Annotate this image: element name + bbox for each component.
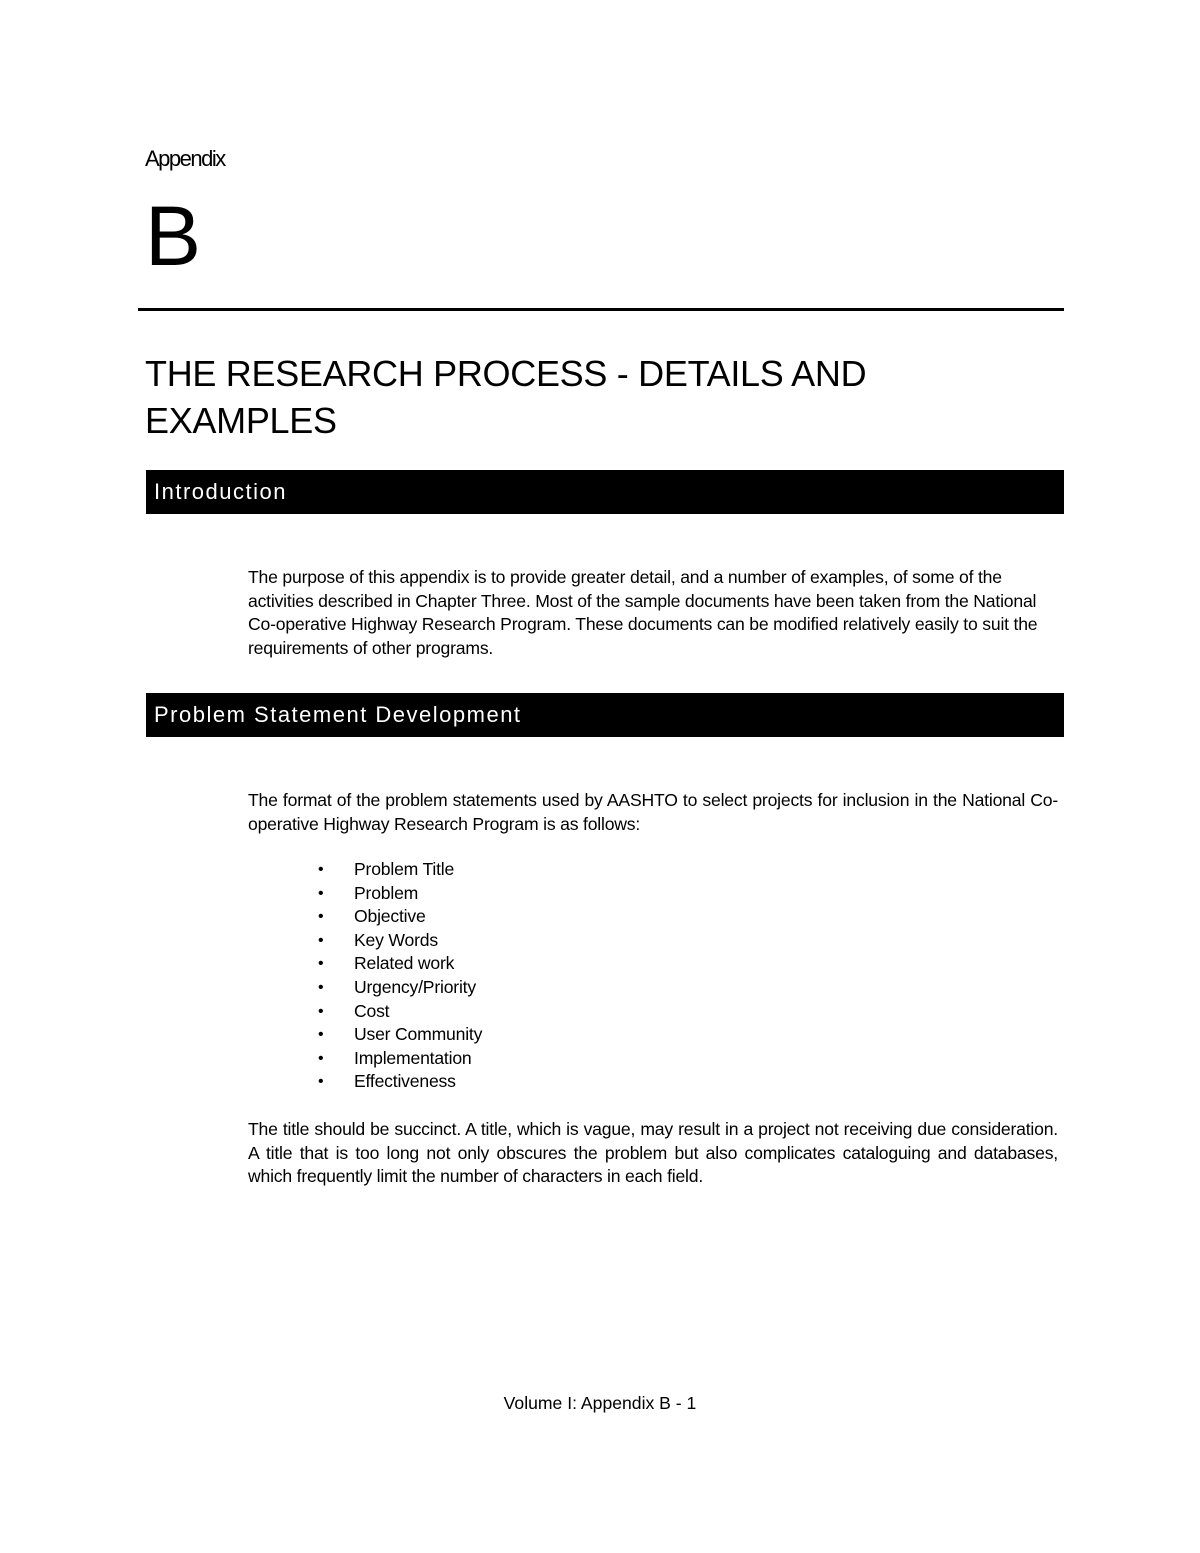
- appendix-letter: B: [145, 189, 202, 283]
- list-item: • User Community: [315, 1023, 482, 1047]
- page-footer: Volume I: Appendix B - 1: [503, 1393, 697, 1413]
- list-item: • Objective: [315, 905, 482, 929]
- list-item: • Related work: [315, 952, 482, 976]
- list-item: • Effectiveness: [315, 1070, 482, 1094]
- list-item: • Cost: [315, 1000, 482, 1024]
- appendix-label: Appendix: [145, 146, 225, 171]
- section-heading-problem-statement: Problem Statement Development: [146, 693, 1064, 737]
- header-rule: [138, 308, 1064, 311]
- page-title: THE RESEARCH PROCESS - DETAILS AND EXAMPLES: [145, 353, 867, 441]
- list-item: • Implementation: [315, 1047, 482, 1071]
- introduction-paragraph: The purpose of this appendix is to provide greater detail, and a number of examples, of some of the activities described in Chapter Three. Most of the sample documents have been taken from the National Co-operative Highway Research Program. These documents can be modified relatively easily to suit the requirements of other programs.: [248, 567, 1038, 658]
- list-item: • Key Words: [315, 929, 482, 953]
- title-guidance-paragraph: The title should be succinct. A title, which is vague, may result in a project not receiving due consideration. A title that is too long not only obscures the problem but also complicates cataloguing and databases, which frequently limit the number of characters in each field.: [248, 1119, 1058, 1187]
- section-heading-introduction: Introduction: [146, 470, 1064, 514]
- problem-format-paragraph: The format of the problem statements used by AASHTO to select projects for inclusion in the National Co-operative Highway Research Program is as follows:: [248, 790, 1058, 834]
- list-item: • Urgency/Priority: [315, 976, 482, 1000]
- list-item: • Problem: [315, 882, 482, 906]
- list-item: • Problem Title: [315, 858, 482, 882]
- problem-statement-fields-list: [315, 858, 482, 1094]
